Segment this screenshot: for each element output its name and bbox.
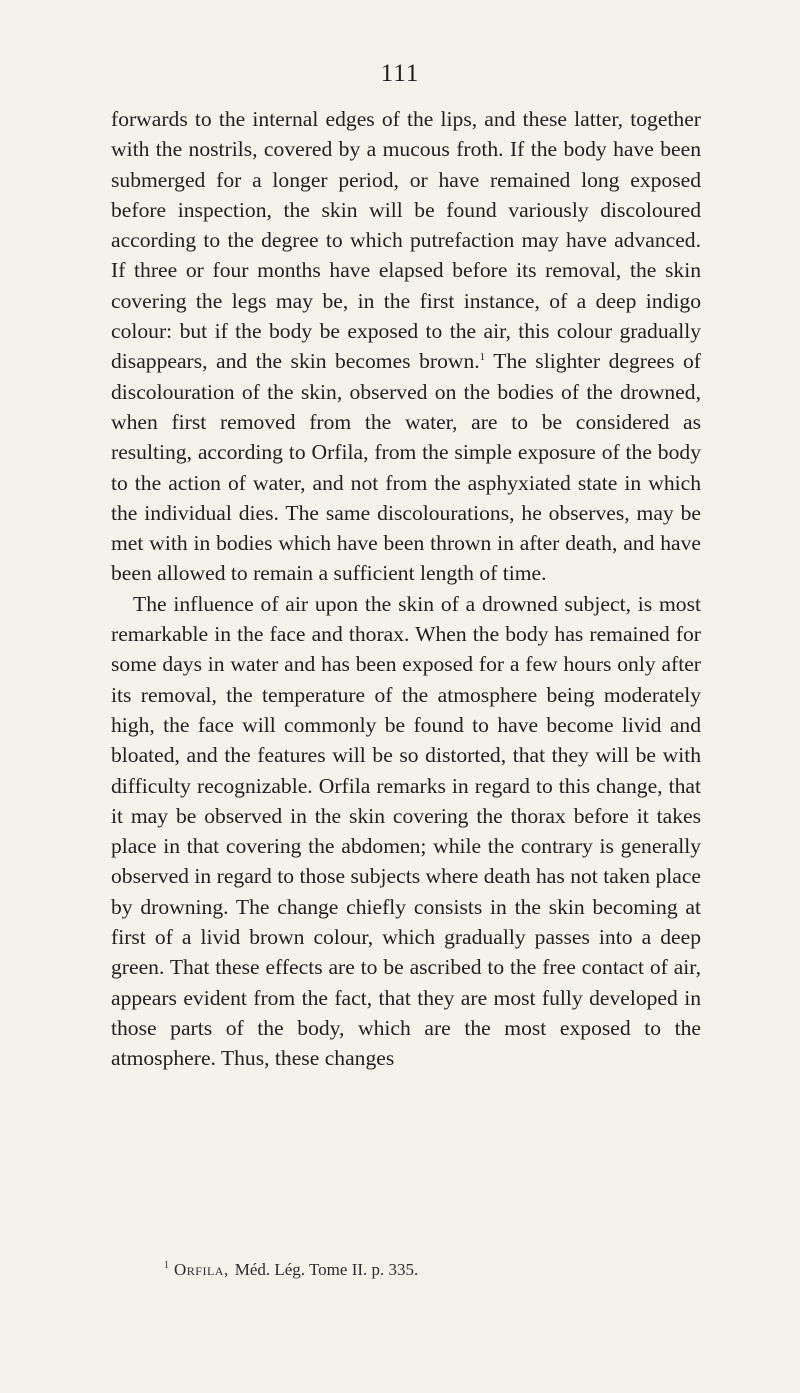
footnote-citation: Méd. Lég. Tome II. p. 335. — [234, 1260, 419, 1279]
page-number: 111 — [380, 60, 420, 87]
footnote-reference: 1 — [479, 351, 486, 364]
footnote — [164, 1260, 724, 1280]
paragraph-1 — [111, 104, 701, 589]
footnote-author: Orfila, — [174, 1260, 229, 1279]
paragraph-2: The influence of air upon the skin of a drowned subject, is most remarkable in the face and thorax. When the body has remained for some days in water and has been exposed for a few hours only after its removal, the temperature of the atmosphere being moderately high, the face will commonly be found to have become livid and bloated, and the features will be so distorted, that they will be with difficulty recognizable. Orfila remarks in regard to this change, that it may be observed in the skin covering the thorax before it takes place in that covering the abdomen; while the contrary is generally observed in regard to those subjects where death has not taken place by drowning. The change chiefly consists in the skin becoming at first of a livid brown colour, which gradually passes into a deep green. That these effects are to be ascribed to the free contact of air, appears evident from the fact, that they are most fully developed in those parts of the body, which are the most exposed to the atmosphere. Thus, these changes — [111, 591, 701, 1071]
body-text — [111, 104, 701, 1074]
footnote-mark: 1 — [164, 1260, 169, 1272]
paragraph-1-continuation: The slighter degrees of discolouration of the skin, observed on the bodies of the drowned, when first removed from the water, are to be considered as resulting, according to Orfila, from the simple exposure of the body to the action of water, and not from the asphyxiated state in which the individual dies. The same discolourations, he observes, may be met with in bodies which have been thrown in after death, and have been allowed to remain a sufficient length of time. — [111, 349, 701, 586]
paragraph-1-text: forwards to the internal edges of the lips, and these latter, together with the nostrils, covered by a mucous froth. If the body have been submerged for a longer period, or have remained long exposed before inspection, the skin will be found variously discoloured according to the degree to which putrefaction may have advanced. If three or four months have elapsed before its removal, the skin covering the legs may be, in the first instance, of a deep indigo colour: but if the body be exposed to the air, this colour gradually disappears, and the skin becomes brown. — [111, 107, 701, 374]
